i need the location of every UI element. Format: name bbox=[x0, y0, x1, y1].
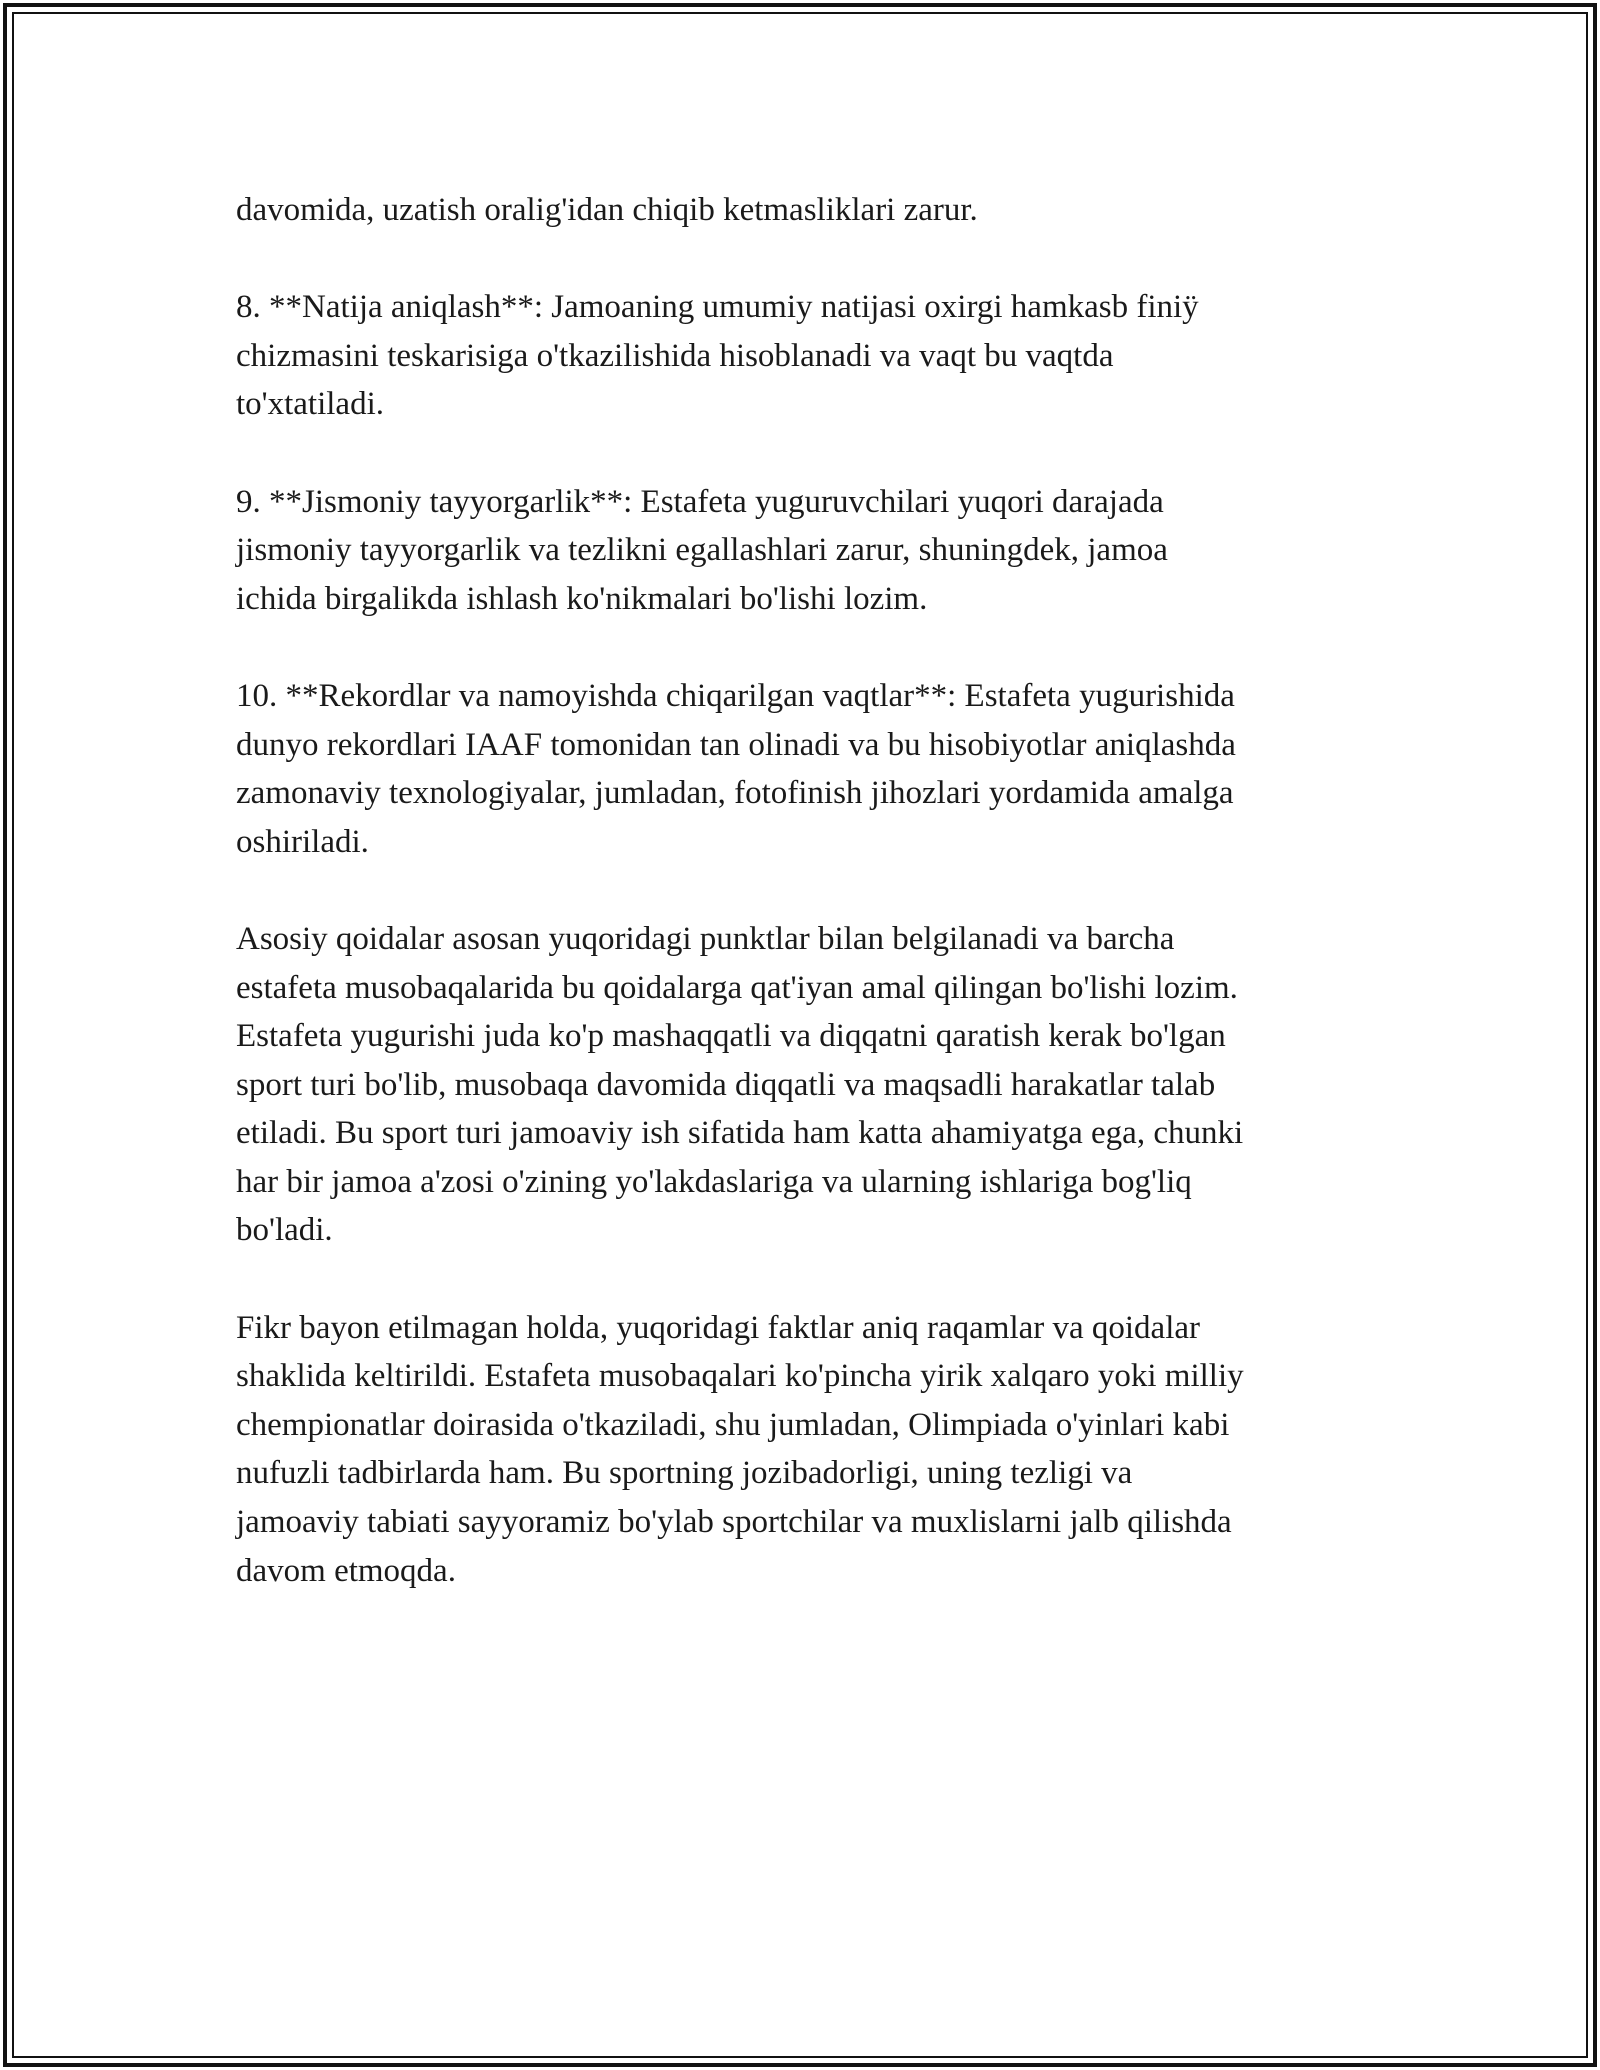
paragraph bbox=[236, 283, 1366, 429]
text-line: chizmasini teskarisiga o'tkazilishida hisoblanadi va vaqt bu vaqtda bbox=[236, 337, 1114, 374]
paragraph bbox=[236, 186, 1366, 235]
text-line: chempionatlar doirasida o'tkaziladi, shu jumladan, Olimpiada o'yinlari kabi bbox=[236, 1406, 1230, 1443]
text-line: oshiriladi. bbox=[236, 823, 369, 860]
paragraph bbox=[236, 1304, 1366, 1596]
text-line: jismoniy tayyorgarlik va tezlikni egallashlari zarur, shuningdek, jamoa bbox=[236, 532, 1168, 569]
text-line: Asosiy qoidalar asosan yuqoridagi punktlar bilan belgilanadi va barcha bbox=[236, 920, 1175, 957]
text-line: jamoaviy tabiati sayyoramiz bo'ylab sportchilar va muxlislarni jalb qilishda bbox=[236, 1504, 1232, 1541]
text-line: 10. **Rekordlar va namoyishda chiqarilgan vaqtlar**: Estafeta yugurishida bbox=[236, 677, 1235, 714]
text-line: etiladi. Bu sport turi jamoaviy ish sifatida ham katta ahamiyatga ega, chunki bbox=[236, 1115, 1244, 1152]
text-line: to'xtatiladi. bbox=[236, 386, 385, 423]
paragraph bbox=[236, 672, 1366, 866]
text-line: Estafeta yugurishi juda ko'p mashaqqatli va diqqatni qaratish kerak bo'lgan bbox=[236, 1018, 1226, 1055]
text-line: Fikr bayon etilmagan holda, yuqoridagi faktlar aniq raqamlar va qoidalar bbox=[236, 1309, 1201, 1346]
text-line: 9. **Jismoniy tayyorgarlik**: Estafeta yuguruvchilari yuqori darajada bbox=[236, 483, 1164, 520]
paragraph bbox=[236, 915, 1366, 1255]
paragraph bbox=[236, 478, 1366, 624]
text-line: har bir jamoa a'zosi o'zining yo'lakdaslariga va ularning ishlariga bog'liq bbox=[236, 1163, 1192, 1200]
text-line: zamonaviy texnologiyalar, jumladan, fotofinish jihozlari yordamida amalga bbox=[236, 775, 1234, 812]
text-line: nufuzli tadbirlarda ham. Bu sportning jozibadorligi, uning tezligi va bbox=[236, 1455, 1133, 1492]
text-line: davomida, uzatish oralig'idan chiqib ketmasliklari zarur. bbox=[236, 192, 978, 228]
text-line: dunyo rekordlari IAAF tomonidan tan olinadi va bu hisobiyotlar aniqlashda bbox=[236, 726, 1236, 763]
text-line: ichida birgalikda ishlash ko'nikmalari bo'lishi lozim. bbox=[236, 580, 928, 617]
text-line: estafeta musobaqalarida bu qoidalarga qat'iyan amal qilingan bo'lishi lozim. bbox=[236, 969, 1238, 1006]
text-line: sport turi bo'lib, musobaqa davomida diqqatli va maqsadli harakatlar talab bbox=[236, 1066, 1216, 1103]
text-line: davom etmoqda. bbox=[236, 1552, 456, 1589]
text-line: bo'ladi. bbox=[236, 1212, 333, 1249]
document-body bbox=[236, 186, 1366, 1644]
text-line: shaklida keltirildi. Estafeta musobaqalari ko'pincha yirik xalqaro yoki milliy bbox=[236, 1358, 1244, 1395]
text-line: 8. **Natija aniqlash**: Jamoaning umumiy natijasi oxirgi hamkasb finiÿ bbox=[236, 289, 1199, 326]
